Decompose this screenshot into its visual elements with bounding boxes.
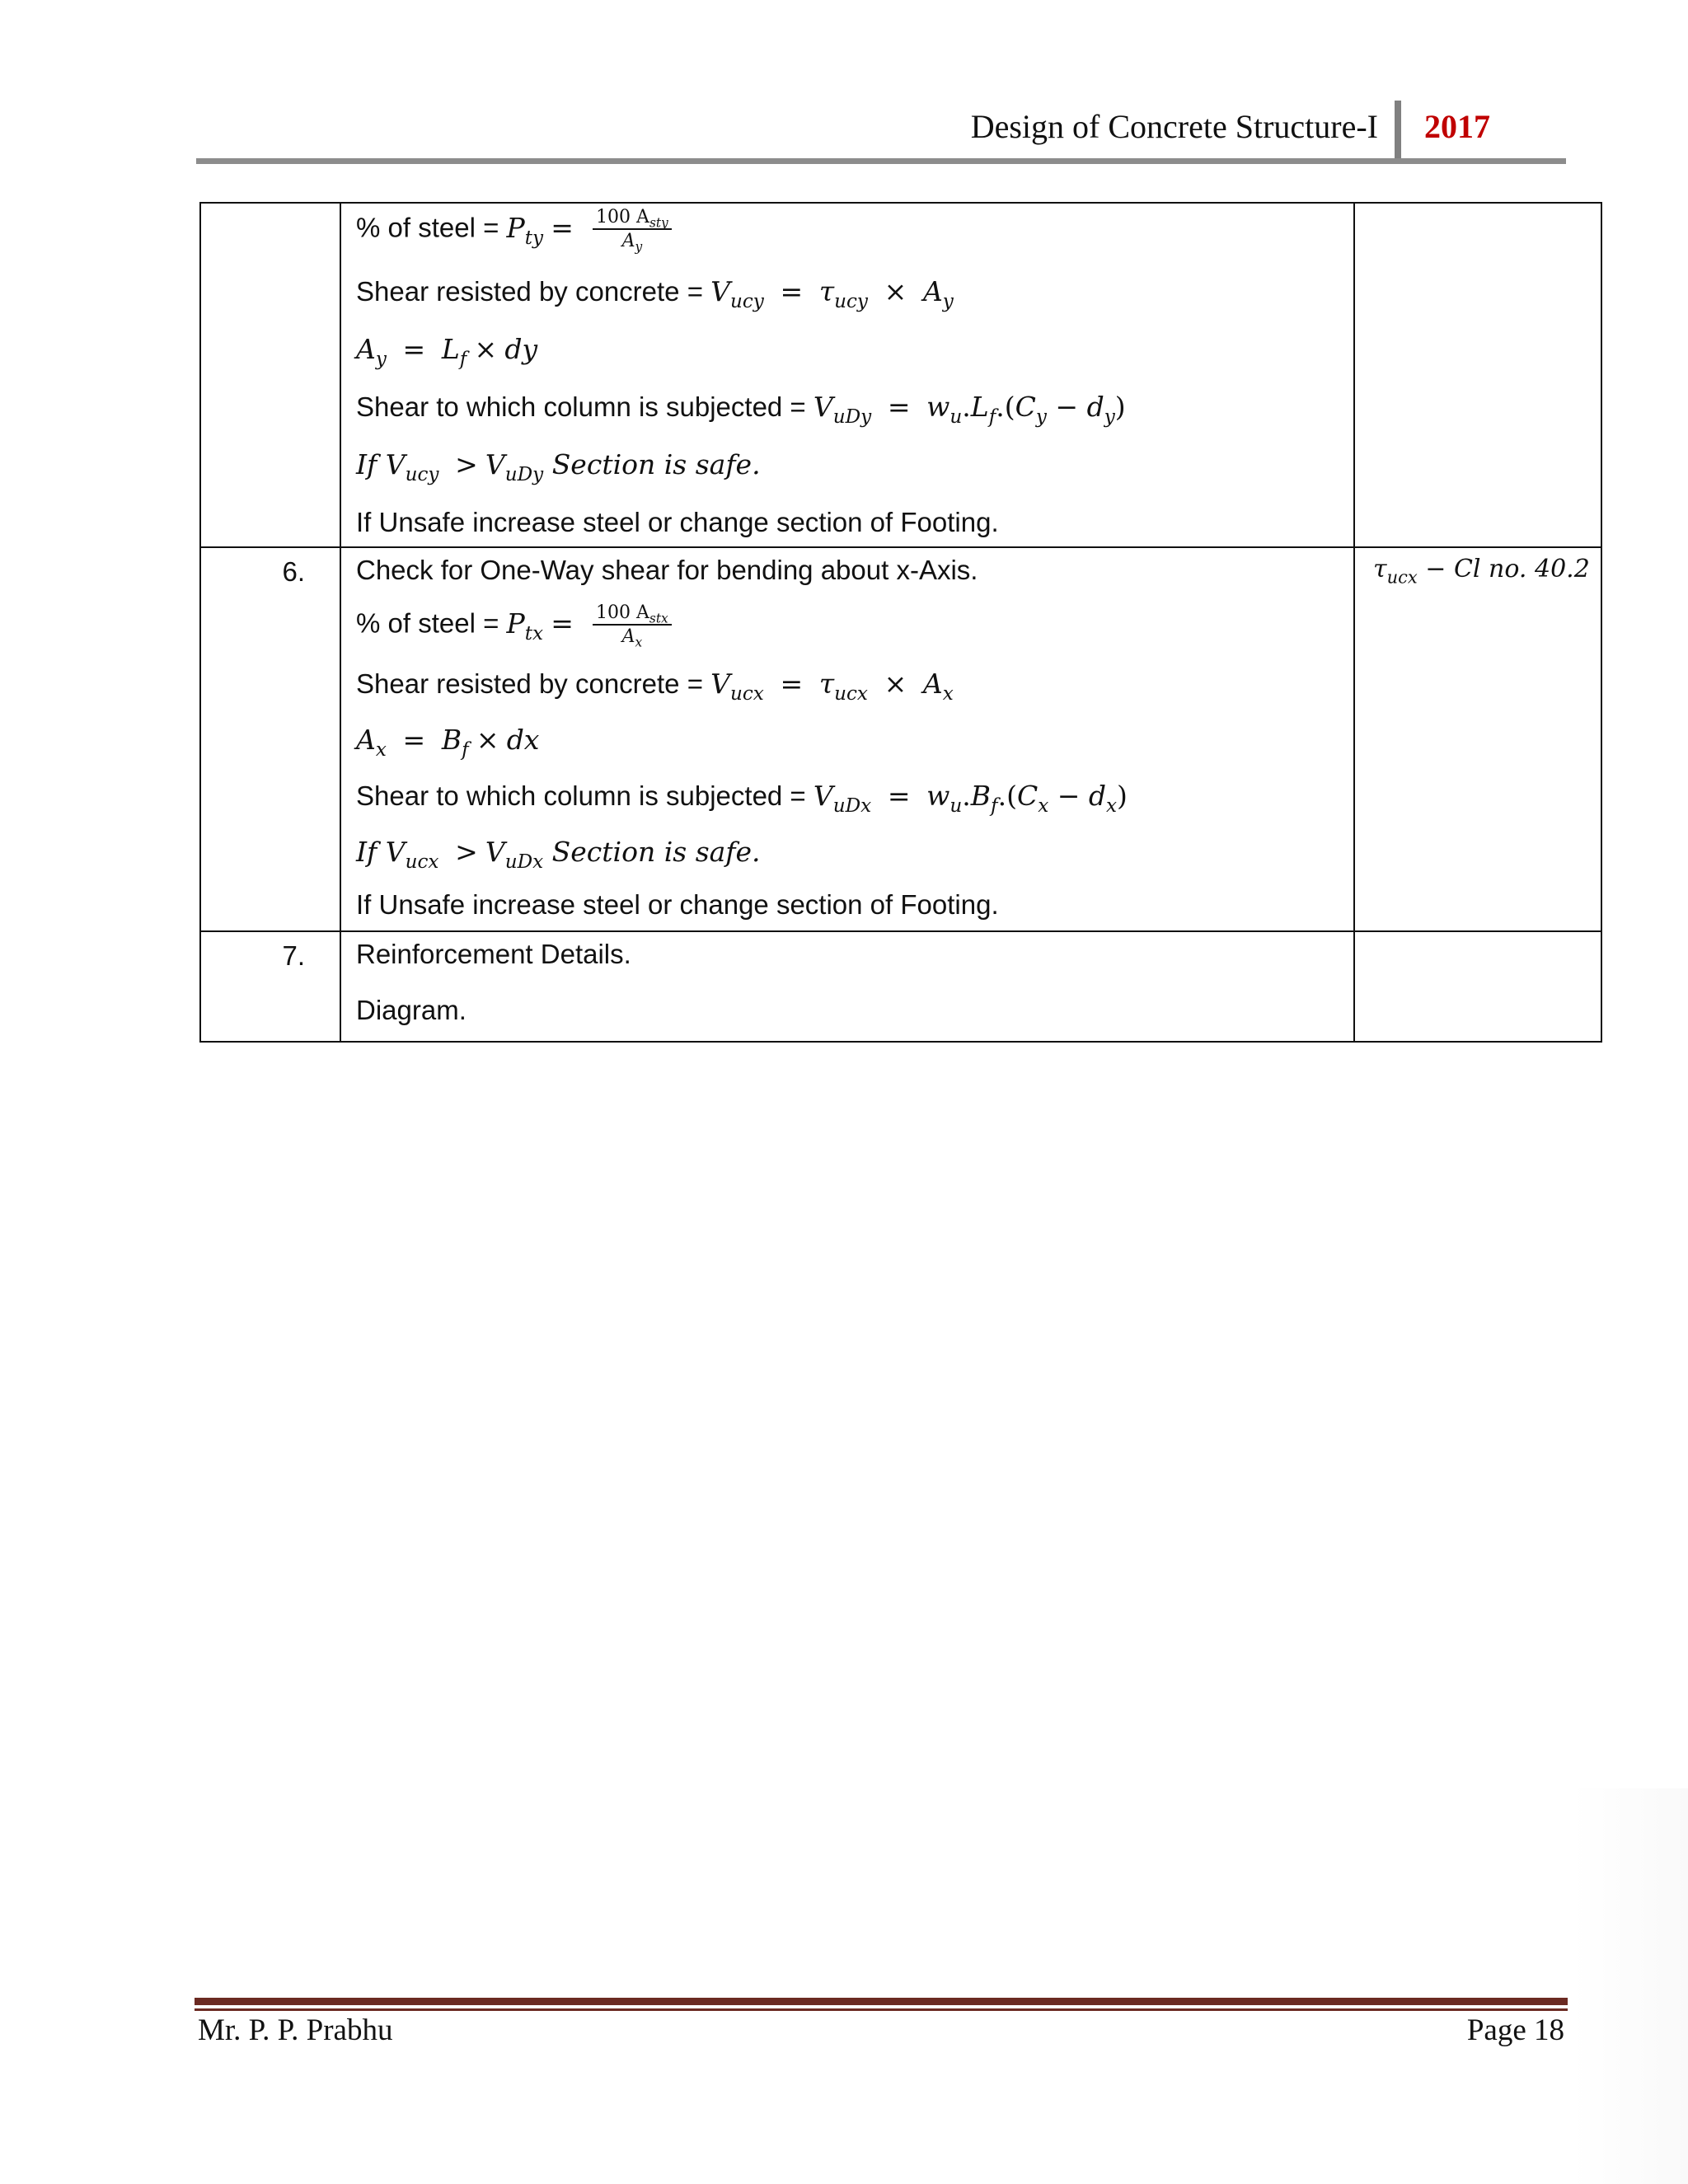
page-number: Page 18 xyxy=(1466,2013,1564,2047)
diagram-label: Diagram. xyxy=(356,995,467,1025)
percent-steel-x-eq: % of steel = $P_{tx}$ = $\frac{100 A_{stx}}{A_x}$ xyxy=(356,602,1353,655)
page-header xyxy=(196,101,1566,158)
shear-resisted-x-eq: Shear resisted by concrete = $V_{ucx} = \tau_{ucx} \times A_x$ xyxy=(356,668,954,705)
document-title: Design of Concrete Structure-I xyxy=(970,108,1378,145)
step-number: 7. xyxy=(200,931,340,1042)
step-body xyxy=(340,547,1354,931)
step-heading: Check for One-Way shear for bending about x-Axis. xyxy=(356,555,978,585)
shear-resisted-y-eq: Shear resisted by concrete = $V_{ucy} = \tau_{ucy} \times A_y$ xyxy=(356,275,954,313)
author-name: Mr. P. P. Prabhu xyxy=(198,2013,393,2047)
reference-cell xyxy=(1354,203,1601,547)
safety-condition-y: If $V_{ucy} > V_{uDy}$ Section is safe. xyxy=(356,448,761,486)
step-number xyxy=(200,203,340,547)
percent-steel-y-eq: % of steel = $P_{ty}$ = $\frac{100 A_{sty}}{A_y}$ xyxy=(356,207,1353,260)
page-edge-shadow xyxy=(1573,1788,1688,2184)
design-steps-table xyxy=(199,202,1602,1043)
reference-cell xyxy=(1354,547,1601,931)
unsafe-note: If Unsafe increase steel or change section of Footing. xyxy=(356,889,999,920)
shear-subjected-y-eq: Shear to which column is subjected = $V_{uDy} = w_u.L_f.(C_y - d_y)$ xyxy=(356,391,1126,429)
step-number: 6. xyxy=(200,547,340,931)
footer-rule-thin xyxy=(195,2008,1568,2011)
code-reference: $\tau_{ucx} - Cl$ no. 40.2 xyxy=(1373,555,1590,588)
unsafe-note: If Unsafe increase steel or change section of Footing. xyxy=(356,507,999,537)
document-year: 2017 xyxy=(1424,108,1490,145)
step-body xyxy=(340,203,1354,547)
fraction: $\frac{100 A_{stx}}{A_x}$ xyxy=(593,602,672,649)
reference-cell xyxy=(1354,931,1601,1042)
step-body xyxy=(340,931,1354,1042)
shear-subjected-x-eq: Shear to which column is subjected = $V_{uDx} = w_u.B_f.(C_x - d_x)$ xyxy=(356,780,1128,818)
safety-condition-x: If $V_{ucx} > V_{uDx}$ Section is safe. xyxy=(356,836,761,874)
table-row xyxy=(200,203,1601,547)
table-row xyxy=(200,931,1601,1042)
reinforcement-details: Reinforcement Details. xyxy=(356,939,631,969)
area-y-eq: $A_y = L_f$ × dy xyxy=(356,333,538,371)
header-separator xyxy=(1395,101,1401,160)
table-row xyxy=(200,547,1601,931)
header-rule xyxy=(196,158,1566,164)
area-x-eq: $A_x = B_f$ × dx xyxy=(356,724,540,762)
footer-rule xyxy=(195,1998,1568,2005)
fraction: $\frac{100 A_{sty}}{A_y}$ xyxy=(593,207,672,253)
